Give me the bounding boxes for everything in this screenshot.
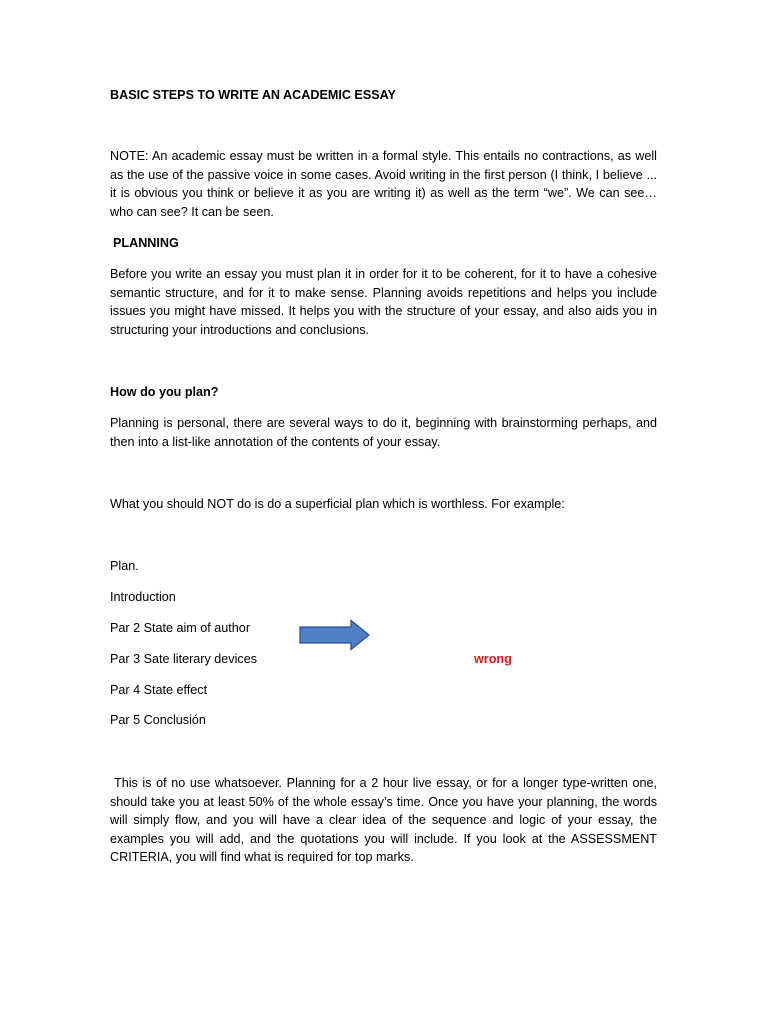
plan-item-par-5: Par 5 Conclusión bbox=[110, 713, 206, 727]
plan-item-par-3: Par 3 Sate literary devices bbox=[110, 652, 257, 666]
right-arrow-icon bbox=[298, 619, 372, 651]
closing-paragraph-text: This is of no use whatsoever. Planning for a 2 hour live essay, or for a longer type-written one, should take you at least 50% of the whole essay’s time. Once you have your planning, the words will simply flow, and you will have a clear idea of the sequence and logic of your essay, the examples you will add, and the quotations you will include. If you look at the ASSESSMENT CRITERIA, you will find what is required for top marks. bbox=[110, 776, 657, 865]
document-title: BASIC STEPS TO WRITE AN ACADEMIC ESSAY bbox=[110, 88, 396, 102]
how-heading: How do you plan? bbox=[110, 385, 219, 399]
plan-item-introduction: Introduction bbox=[110, 590, 176, 604]
not-paragraph: What you should NOT do is do a superficial plan which is worthless. For example: bbox=[110, 497, 565, 511]
plan-item-par-4: Par 4 State effect bbox=[110, 683, 208, 697]
note-paragraph: NOTE: An academic essay must be written in a formal style. This entails no contractions, as well as the use of the passive voice in some cases. Avoid writing in the first person (I think, I believe ... it is obvious you think or believe it as you are writing it) as well as the term “we”. We can see… who can see? It can be seen. bbox=[110, 149, 657, 219]
closing-paragraph bbox=[110, 774, 657, 867]
planning-paragraph: Before you write an essay you must plan it in order for it to be coherent, for it to have a cohesive semantic structure, and for it to make sense. Planning avoids repetitions and helps you include issues you might have missed. It helps you with the structure of your essay, and also aids you in structuring your introductions and conclusions. bbox=[110, 267, 657, 337]
planning-heading: PLANNING bbox=[113, 236, 179, 250]
wrong-label: wrong bbox=[474, 652, 512, 666]
plan-item-par-2: Par 2 State aim of author bbox=[110, 621, 251, 635]
plan-example-title: Plan. bbox=[110, 559, 139, 573]
how-paragraph: Planning is personal, there are several ways to do it, beginning with brainstorming perhaps, and then into a list-like annotation of the contents of your essay. bbox=[110, 416, 657, 449]
